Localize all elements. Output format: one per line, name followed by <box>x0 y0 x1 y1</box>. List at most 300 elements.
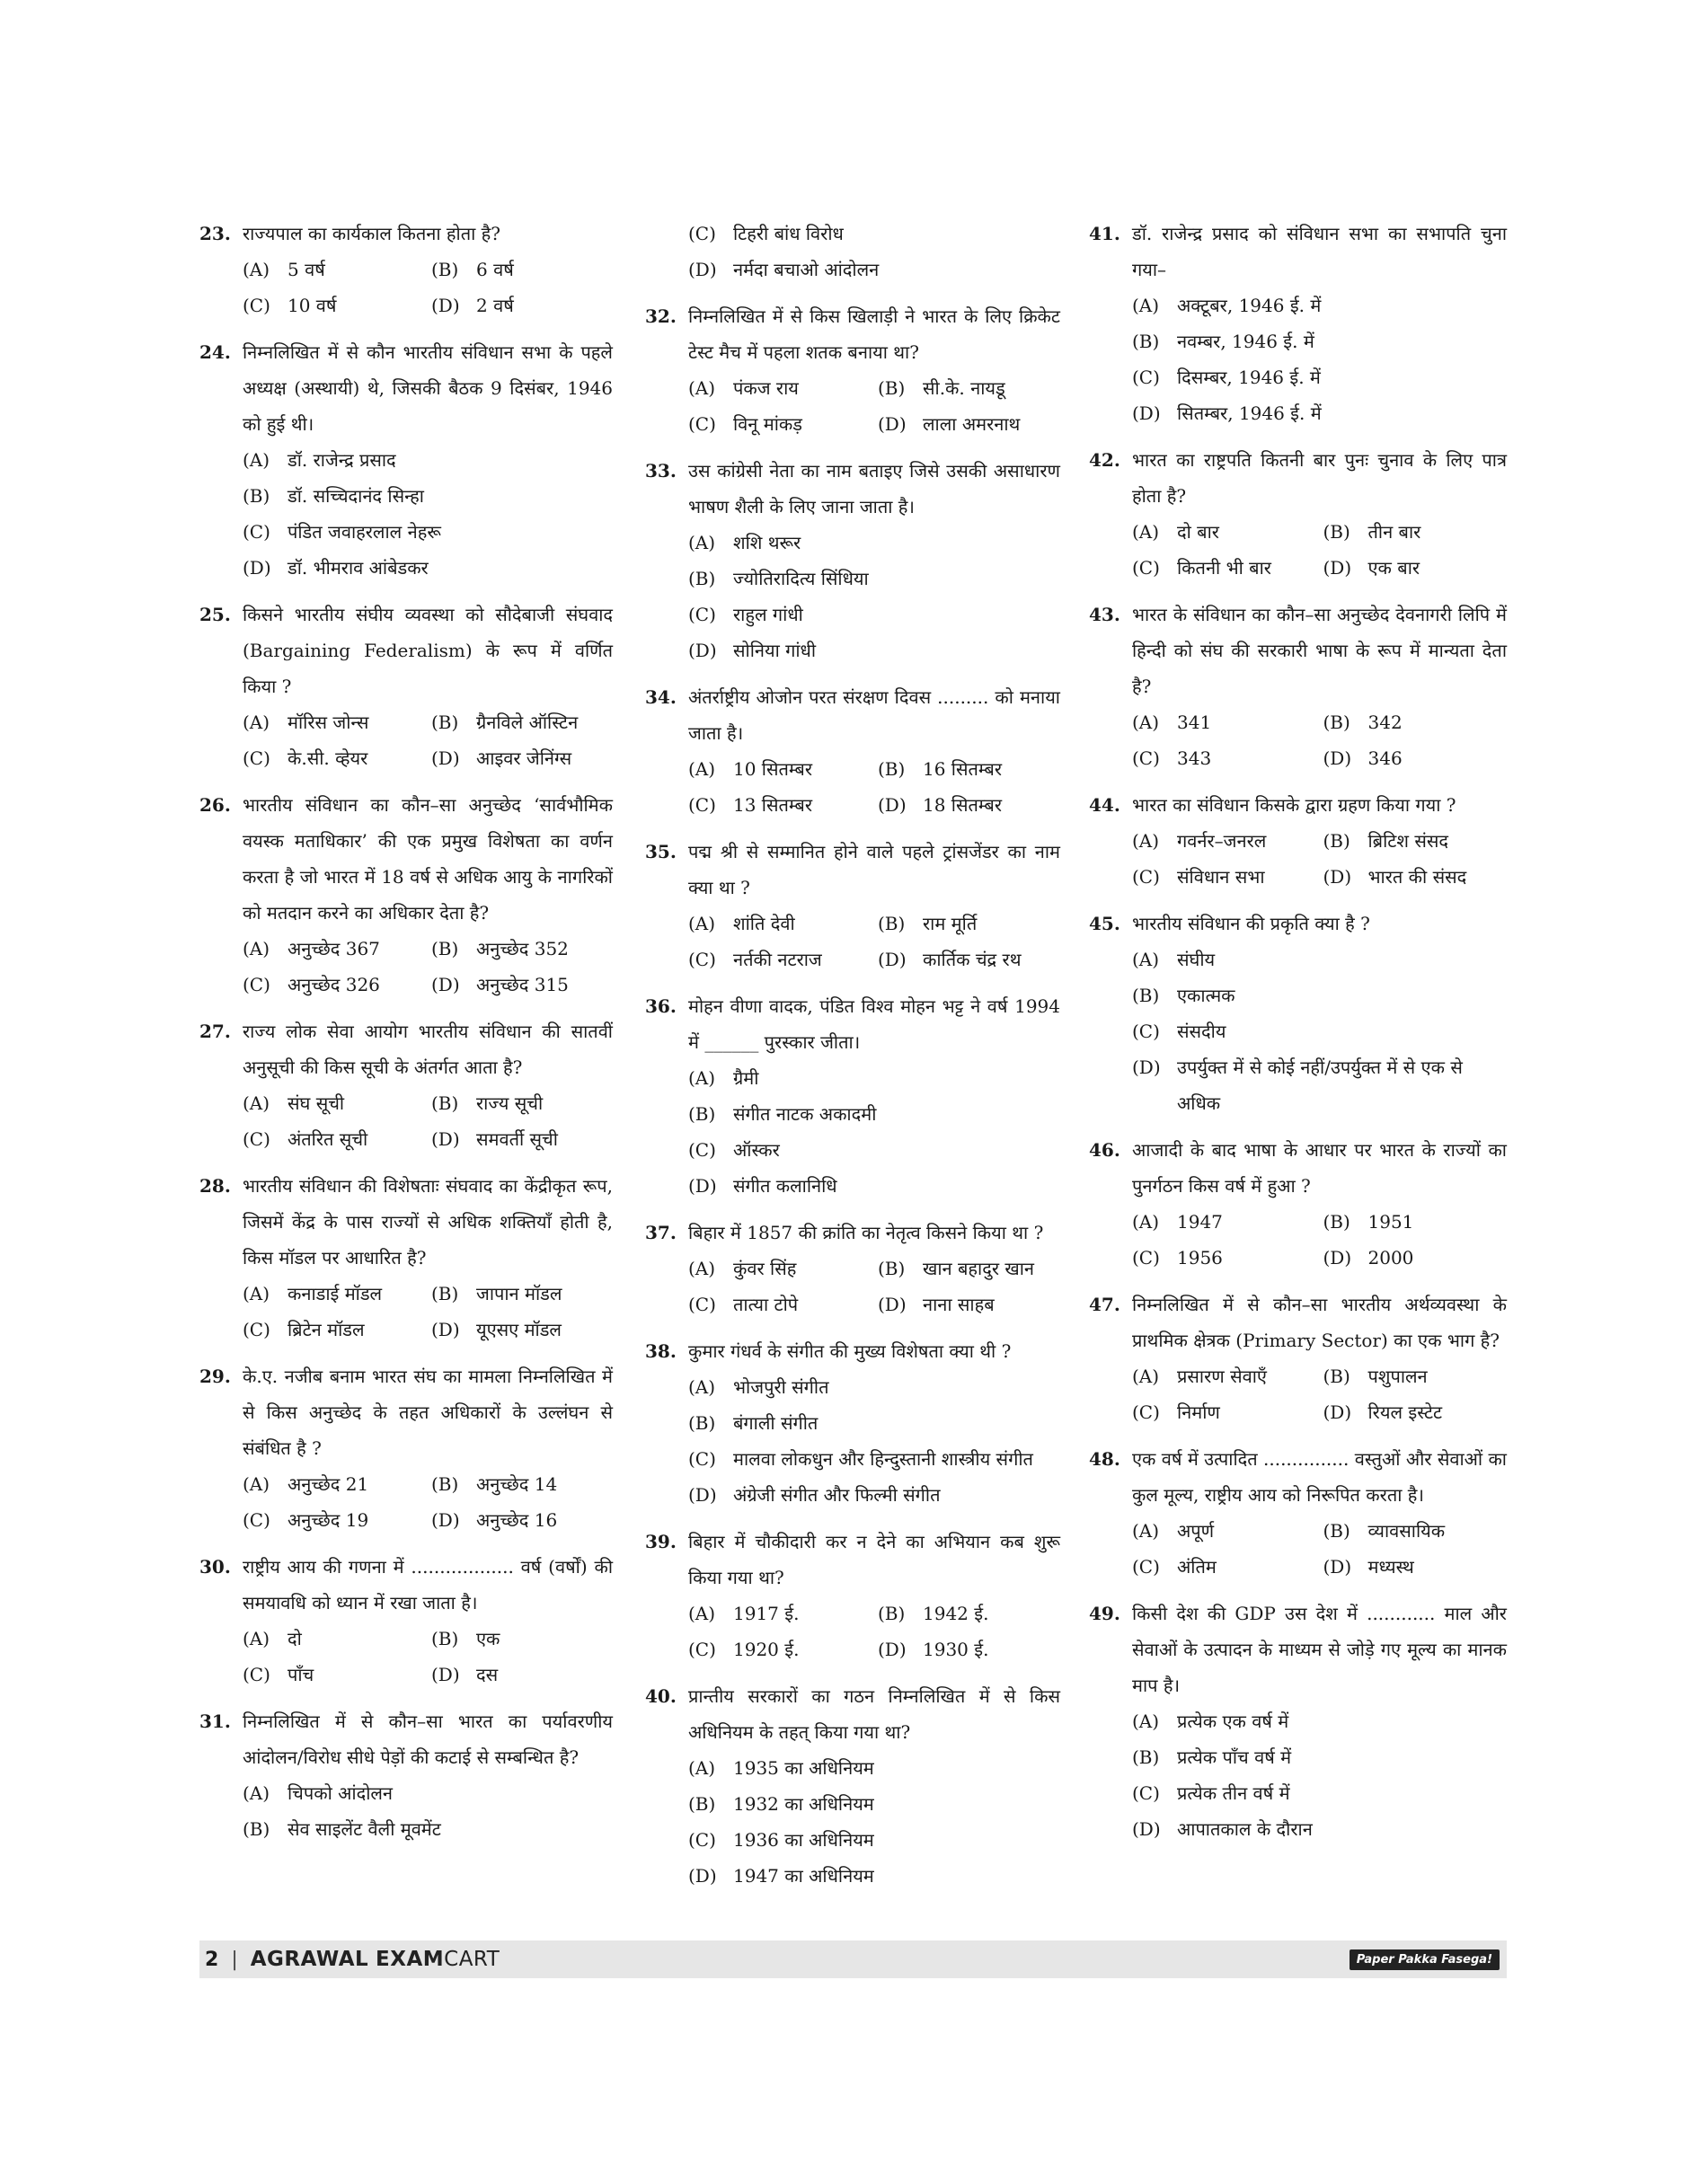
answer-option <box>243 287 424 323</box>
question-header <box>1089 906 1507 941</box>
option-letter: (B) <box>243 1818 270 1840</box>
question-item <box>1089 906 1507 1121</box>
option-text: तात्या टोपे <box>733 1294 799 1315</box>
option-letter: (C) <box>1132 1247 1160 1269</box>
answer-option <box>1323 1358 1508 1394</box>
options-list <box>1132 704 1507 776</box>
option-letter: (B) <box>431 712 459 733</box>
option-text: 10 वर्ष <box>288 295 337 316</box>
answer-option <box>1132 1204 1316 1240</box>
options-list <box>1132 823 1507 895</box>
answer-option <box>1323 550 1508 586</box>
question-item <box>199 1549 613 1693</box>
answer-option <box>688 252 1060 287</box>
question-number: 49. <box>1089 1603 1120 1624</box>
publisher-logo <box>251 1948 500 1971</box>
question-header <box>645 1333 1060 1369</box>
option-text: टिहरी बांध विरोध <box>733 223 844 244</box>
option-text: संगीत नाटक अकादमी <box>733 1103 877 1125</box>
option-text: 1947 का अधिनियम <box>733 1865 874 1887</box>
question-item <box>645 1678 1060 1894</box>
question-column-3 <box>1089 216 1507 1858</box>
option-text: 13 सितम्बर <box>733 794 813 816</box>
option-letter: (C) <box>1132 557 1160 579</box>
answer-option <box>1132 1703 1507 1739</box>
answer-option <box>1132 287 1507 323</box>
question-number: 23. <box>199 223 231 244</box>
option-letter: (A) <box>688 1258 716 1279</box>
options-list <box>688 216 1060 287</box>
option-letter: (A) <box>243 449 270 471</box>
option-letter: (A) <box>688 532 716 553</box>
answer-option <box>431 1657 613 1693</box>
option-text: 341 <box>1177 712 1212 733</box>
question-item <box>199 597 613 776</box>
question-number: 30. <box>199 1556 231 1578</box>
option-text: सेव साइलेंट वैली मूवमेंट <box>288 1818 441 1840</box>
option-letter: (B) <box>1132 985 1160 1006</box>
option-text: गवर्नर–जनरल <box>1177 830 1267 852</box>
answer-option <box>878 787 1060 823</box>
options-list <box>688 751 1060 823</box>
question-text: निम्नलिखित में से किस खिलाड़ी ने भारत के लिए क्रिकेट टेस्ट मैच में पहला शतक बनाया था? <box>688 305 1060 363</box>
option-letter: (B) <box>878 1603 906 1624</box>
option-letter: (C) <box>688 604 716 625</box>
answer-option <box>431 287 613 323</box>
option-text: अनुच्छेद 16 <box>476 1509 558 1531</box>
option-text: 342 <box>1367 712 1403 733</box>
question-header <box>645 834 1060 906</box>
options-list <box>243 1621 613 1693</box>
option-text: संघ सूची <box>288 1092 345 1114</box>
question-number: 48. <box>1089 1448 1120 1470</box>
answer-option <box>1132 514 1316 550</box>
question-text: भारतीय संविधान का कौन–सा अनुच्छेद ‘सार्वभौमिक वयस्क मताधिकार’ की एक प्रमुख विशेषता का वर्णन करता है जो भारत में 18 वर्ष से अधिक आयु के नागरिकों को मतदान करने का अधिकार देता है? <box>243 794 613 924</box>
answer-option <box>1323 1204 1508 1240</box>
answer-option <box>431 1121 613 1157</box>
answer-option <box>1132 1013 1507 1049</box>
option-text: मालवा लोकधुन और हिन्दुस्तानी शास्त्रीय संगीत <box>733 1448 1033 1470</box>
option-text: तीन बार <box>1367 521 1421 543</box>
question-item <box>199 787 613 1003</box>
option-letter: (B) <box>431 1473 459 1495</box>
option-letter: (A) <box>243 1283 270 1304</box>
option-text: राज्य सूची <box>476 1092 544 1114</box>
option-letter: (D) <box>1323 866 1352 888</box>
option-letter: (A) <box>1132 1366 1160 1387</box>
answer-option <box>688 1168 1060 1204</box>
option-text: रियल इस्टेट <box>1367 1401 1443 1423</box>
option-letter: (D) <box>1323 1556 1352 1578</box>
question-item <box>1089 442 1507 586</box>
option-text: 1951 <box>1367 1211 1414 1233</box>
option-letter: (D) <box>1132 1056 1161 1078</box>
answer-option <box>243 1621 424 1657</box>
question-header <box>1089 787 1507 823</box>
option-text: ग्रैनविले ऑस्टिन <box>476 712 579 733</box>
question-text: मोहन वीणा वादक, पंडित विश्व मोहन भट्ट ने वर्ष 1994 में ______ पुरस्कार जीता। <box>688 995 1060 1053</box>
question-header <box>199 1358 613 1466</box>
question-item <box>199 1703 613 1847</box>
option-text: यूएसए मॉडल <box>476 1319 562 1340</box>
option-text: 346 <box>1367 747 1403 769</box>
option-letter: (D) <box>1132 402 1161 424</box>
question-header <box>645 679 1060 751</box>
question-text: राष्ट्रीय आय की गणना में .................. वर्ष (वर्षों) की समयावधि को ध्यान में रखा जाता है। <box>243 1556 613 1613</box>
footer-separator: | <box>231 1948 238 1971</box>
option-letter: (D) <box>878 794 907 816</box>
options-list <box>243 442 613 586</box>
question-item <box>199 334 613 586</box>
answer-option <box>431 704 613 740</box>
option-text: डॉ. सच्चिदानंद सिन्हा <box>288 485 424 507</box>
option-letter: (D) <box>878 413 907 435</box>
options-list <box>688 1369 1060 1513</box>
answer-option <box>1132 859 1316 895</box>
option-letter: (B) <box>688 1103 716 1125</box>
option-letter: (C) <box>688 1448 716 1470</box>
answer-option <box>1132 1775 1507 1811</box>
question-item <box>1089 1286 1507 1430</box>
option-letter: (A) <box>243 1628 270 1649</box>
answer-option <box>431 1502 613 1538</box>
option-letter: (B) <box>1323 521 1350 543</box>
question-item <box>199 1168 613 1348</box>
option-text: ग्रैमी <box>733 1067 759 1089</box>
question-number: 26. <box>199 794 231 816</box>
option-text: ब्रिटेन मॉडल <box>288 1319 365 1340</box>
option-text: 1942 ई. <box>923 1603 989 1624</box>
question-text: निम्नलिखित में से कौन–सा भारत का पर्यावरणीय आंदोलन/विरोध सीधे पेड़ों की कटाई से सम्बन्धित है? <box>243 1711 613 1768</box>
answer-option <box>1323 1513 1508 1549</box>
option-letter: (A) <box>1132 1211 1160 1233</box>
answer-option <box>688 1477 1060 1513</box>
question-text: भारत के संविधान का कौन–सा अनुच्छेद देवनागरी लिपि में हिन्दी को संघ की सरकारी भाषा के रूप में मान्यता देता है? <box>1132 604 1507 697</box>
option-text: एकात्मक <box>1177 985 1235 1006</box>
answer-option <box>688 1251 871 1286</box>
options-list <box>243 1085 613 1157</box>
option-letter: (A) <box>1132 712 1160 733</box>
option-text: पशुपालन <box>1367 1366 1428 1387</box>
page-number: 2 <box>205 1948 219 1971</box>
answer-option <box>243 1085 424 1121</box>
option-text: 1935 का अधिनियम <box>733 1757 874 1779</box>
option-text: 16 सितम्बर <box>923 758 1003 780</box>
option-letter: (D) <box>1132 1818 1161 1840</box>
answer-option <box>1132 1049 1507 1121</box>
option-text: पंकज राय <box>733 377 799 399</box>
answer-option <box>688 906 871 941</box>
option-letter: (B) <box>431 1283 459 1304</box>
option-text: संविधान सभा <box>1177 866 1265 888</box>
option-text: सोनिया गांधी <box>733 640 817 661</box>
option-letter: (C) <box>243 1664 270 1685</box>
options-list <box>1132 1513 1507 1585</box>
question-number: 45. <box>1089 913 1120 934</box>
answer-option <box>688 1858 1060 1894</box>
question-item <box>199 1013 613 1157</box>
brand-word-2: EXAM <box>376 1948 445 1971</box>
question-number: 41. <box>1089 223 1120 244</box>
option-letter: (D) <box>431 1509 460 1531</box>
question-item <box>1089 787 1507 895</box>
option-text: अनुच्छेद 315 <box>476 974 569 995</box>
answer-option <box>243 931 424 967</box>
answer-option <box>1323 1240 1508 1276</box>
question-header <box>199 1013 613 1085</box>
answer-option <box>431 967 613 1003</box>
answer-option <box>688 1631 871 1667</box>
option-letter: (D) <box>431 974 460 995</box>
option-letter: (A) <box>688 377 716 399</box>
question-header <box>645 453 1060 525</box>
options-list <box>243 1276 613 1348</box>
option-letter: (B) <box>1323 1211 1350 1233</box>
option-text: अंग्रेजी संगीत और फिल्मी संगीत <box>733 1484 941 1506</box>
answer-option <box>1132 1394 1316 1430</box>
option-text: 1956 <box>1177 1247 1223 1269</box>
question-item <box>645 679 1060 823</box>
option-letter: (A) <box>243 938 270 959</box>
option-text: निर्माण <box>1177 1401 1220 1423</box>
answer-option <box>243 550 613 586</box>
option-text: 1932 का अधिनियम <box>733 1793 874 1815</box>
answer-option <box>1132 1549 1316 1585</box>
question-number: 33. <box>645 460 677 482</box>
question-text: निम्नलिखित में से कौन–सा भारतीय अर्थव्यवस्था के प्राथमिक क्षेत्रक (Primary Sector) का एक भाग है? <box>1132 1294 1507 1351</box>
answer-option <box>243 740 424 776</box>
option-text: सी.के. नायडू <box>923 377 1005 399</box>
answer-option <box>878 1631 1060 1667</box>
question-item <box>1089 1596 1507 1847</box>
question-header <box>1089 1596 1507 1703</box>
option-text: प्रत्येक पाँच वर्ष में <box>1177 1746 1292 1768</box>
option-letter: (C) <box>1132 747 1160 769</box>
option-letter: (C) <box>243 1509 270 1531</box>
question-text: उस कांग्रेसी नेता का नाम बताइए जिसे उसकी असाधारण भाषण शैली के लिए जाना जाता है। <box>688 460 1060 517</box>
option-text: 1947 <box>1177 1211 1223 1233</box>
question-text: बिहार में चौकीदारी कर न देने का अभियान कब शुरू किया गया था? <box>688 1531 1060 1588</box>
option-text: दो <box>288 1628 302 1649</box>
answer-option <box>1132 941 1507 977</box>
answer-option <box>688 1786 1060 1822</box>
answer-option <box>688 1596 871 1631</box>
answer-option <box>1132 1811 1507 1847</box>
option-letter: (C) <box>688 1829 716 1851</box>
answer-option <box>1132 740 1316 776</box>
option-text: अंतिम <box>1177 1556 1217 1578</box>
option-letter: (D) <box>878 1294 907 1315</box>
question-header <box>645 1678 1060 1750</box>
option-letter: (B) <box>1323 1520 1350 1542</box>
option-text: 1920 ई. <box>733 1639 800 1660</box>
option-text: नवम्बर, 1946 ई. में <box>1177 331 1314 352</box>
option-text: शशि थरूर <box>733 532 801 553</box>
question-number: 37. <box>645 1222 677 1243</box>
option-text: अंतरित सूची <box>288 1128 368 1150</box>
option-letter: (D) <box>878 949 907 970</box>
question-header <box>1089 1132 1507 1204</box>
question-number: 35. <box>645 841 677 862</box>
option-letter: (B) <box>431 1628 459 1649</box>
answer-option <box>688 941 871 977</box>
question-number: 24. <box>199 341 231 363</box>
answer-option <box>243 1775 613 1811</box>
answer-option <box>688 751 871 787</box>
option-text: खान बहादुर खान <box>923 1258 1035 1279</box>
options-list <box>1132 514 1507 586</box>
option-letter: (A) <box>243 1782 270 1804</box>
answer-option <box>243 967 424 1003</box>
option-letter: (D) <box>243 557 271 579</box>
option-letter: (D) <box>688 1865 717 1887</box>
question-text: भारत का संविधान किसके द्वारा ग्रहण किया गया ? <box>1132 794 1456 816</box>
answer-option <box>688 787 871 823</box>
answer-option <box>243 442 613 478</box>
answer-option <box>1132 395 1507 431</box>
option-text: अनुच्छेद 326 <box>288 974 380 995</box>
option-letter: (B) <box>431 259 459 280</box>
options-list <box>243 252 613 323</box>
option-letter: (C) <box>243 295 270 316</box>
answer-option <box>1323 859 1508 895</box>
question-item <box>645 988 1060 1204</box>
option-text: चिपको आंदोलन <box>288 1782 394 1804</box>
option-letter: (C) <box>1132 1556 1160 1578</box>
option-letter: (A) <box>243 1473 270 1495</box>
answer-option <box>1323 514 1508 550</box>
question-text: अंतर्राष्ट्रीय ओजोन परत संरक्षण दिवस ......... को मनाया जाता है। <box>688 686 1060 744</box>
answer-option <box>243 1276 424 1312</box>
answer-option <box>688 1132 1060 1168</box>
option-text: शांति देवी <box>733 913 795 934</box>
options-list <box>1132 941 1507 1121</box>
question-header <box>199 216 613 252</box>
option-text: प्रत्येक एक वर्ष में <box>1177 1711 1289 1732</box>
option-text: डॉ. भीमराव आंबेडकर <box>288 557 429 579</box>
question-header <box>199 1549 613 1621</box>
question-text: राज्य लोक सेवा आयोग भारतीय संविधान की सातवीं अनुसूची की किस सूची के अंतर्गत आता है? <box>243 1021 613 1078</box>
option-letter: (A) <box>1132 1711 1160 1732</box>
question-text: पद्म श्री से सम्मानित होने वाले पहले ट्रांसजेंडर का नाम क्या था ? <box>688 841 1060 898</box>
answer-option <box>1323 1394 1508 1430</box>
answer-option <box>1323 1549 1508 1585</box>
option-letter: (D) <box>431 1664 460 1685</box>
options-list <box>688 525 1060 668</box>
option-letter: (A) <box>243 712 270 733</box>
question-header <box>1089 1286 1507 1358</box>
answer-option <box>688 1286 871 1322</box>
option-letter: (D) <box>431 747 460 769</box>
brand-word-1: AGRAWAL <box>250 1948 369 1971</box>
question-text: किसी देश की GDP उस देश में ............ माल और सेवाओं के उत्पादन के माध्यम से जोड़े गए मूल्य का मानक माप है। <box>1132 1603 1507 1696</box>
question-number: 44. <box>1089 794 1120 816</box>
option-letter: (C) <box>1132 367 1160 388</box>
option-letter: (C) <box>1132 1401 1160 1423</box>
option-letter: (A) <box>1132 1520 1160 1542</box>
option-text: समवर्ती सूची <box>476 1128 558 1150</box>
answer-option <box>688 406 871 442</box>
option-letter: (C) <box>243 747 270 769</box>
option-letter: (A) <box>1132 830 1160 852</box>
answer-option <box>688 561 1060 597</box>
option-text: बंगाली संगीत <box>733 1412 819 1434</box>
answer-option <box>1132 1358 1316 1394</box>
option-text: 18 सितम्बर <box>923 794 1003 816</box>
option-text: आइवर जेनिंग्स <box>476 747 572 769</box>
option-text: ऑस्कर <box>733 1139 780 1161</box>
option-letter: (B) <box>1323 712 1350 733</box>
option-letter: (C) <box>243 521 270 543</box>
option-text: संगीत कलानिधि <box>733 1175 837 1197</box>
page-footer <box>199 1940 1507 1978</box>
question-text: आजादी के बाद भाषा के आधार पर भारत के राज्यों का पुनर्गठन किस वर्ष में हुआ ? <box>1132 1139 1507 1197</box>
option-letter: (B) <box>688 1793 716 1815</box>
option-letter: (A) <box>688 1067 716 1089</box>
option-letter: (B) <box>1132 331 1160 352</box>
question-text: निम्नलिखित में से कौन भारतीय संविधान सभा के पहले अध्यक्ष (अस्थायी) थे, जिसकी बैठक 9 दिसंबर, 1946 को हुई थी। <box>243 341 613 435</box>
question-number: 39. <box>645 1531 677 1552</box>
option-letter: (B) <box>688 1412 716 1434</box>
answer-option <box>688 1441 1060 1477</box>
option-text: अनुच्छेद 352 <box>476 938 569 959</box>
option-letter: (C) <box>243 974 270 995</box>
answer-option <box>688 1096 1060 1132</box>
option-letter: (B) <box>1323 1366 1350 1387</box>
option-letter: (C) <box>688 1294 716 1315</box>
option-letter: (B) <box>1323 830 1350 852</box>
question-item <box>645 298 1060 442</box>
option-text: पंडित जवाहरलाल नेहरू <box>288 521 441 543</box>
option-text: अनुच्छेद 367 <box>288 938 380 959</box>
option-text: आपातकाल के दौरान <box>1177 1818 1313 1840</box>
option-text: कुंवर सिंह <box>733 1258 797 1279</box>
option-text: दस <box>476 1664 499 1685</box>
option-letter: (D) <box>431 1128 460 1150</box>
answer-option <box>878 1251 1060 1286</box>
option-letter: (C) <box>688 1639 716 1660</box>
question-item <box>645 1333 1060 1513</box>
question-item <box>1089 216 1507 431</box>
option-letter: (A) <box>243 259 270 280</box>
options-list <box>243 1466 613 1538</box>
answer-option <box>1132 704 1316 740</box>
option-text: प्रत्येक तीन वर्ष में <box>1177 1782 1290 1804</box>
answer-option <box>878 1286 1060 1322</box>
option-letter: (C) <box>688 949 716 970</box>
option-letter: (A) <box>1132 521 1160 543</box>
option-text: नर्मदा बचाओ आंदोलन <box>733 259 880 280</box>
options-list <box>1132 1204 1507 1276</box>
options-list <box>1132 287 1507 431</box>
options-list <box>688 906 1060 977</box>
option-letter: (C) <box>1132 866 1160 888</box>
answer-option <box>431 1312 613 1348</box>
answer-option <box>243 1502 424 1538</box>
answer-option <box>431 1085 613 1121</box>
question-item <box>645 1215 1060 1322</box>
answer-option <box>688 1405 1060 1441</box>
option-text: लाला अमरनाथ <box>923 413 1021 435</box>
option-letter: (C) <box>243 1128 270 1150</box>
question-item <box>645 216 1060 287</box>
option-text: 2 वर्ष <box>476 295 514 316</box>
question-text: भारतीय संविधान की प्रकृति क्या है ? <box>1132 913 1370 934</box>
answer-option <box>431 1466 613 1502</box>
answer-option <box>1132 359 1507 395</box>
question-text: राज्यपाल का कार्यकाल कितना होता है? <box>243 223 501 244</box>
answer-option <box>243 252 424 287</box>
